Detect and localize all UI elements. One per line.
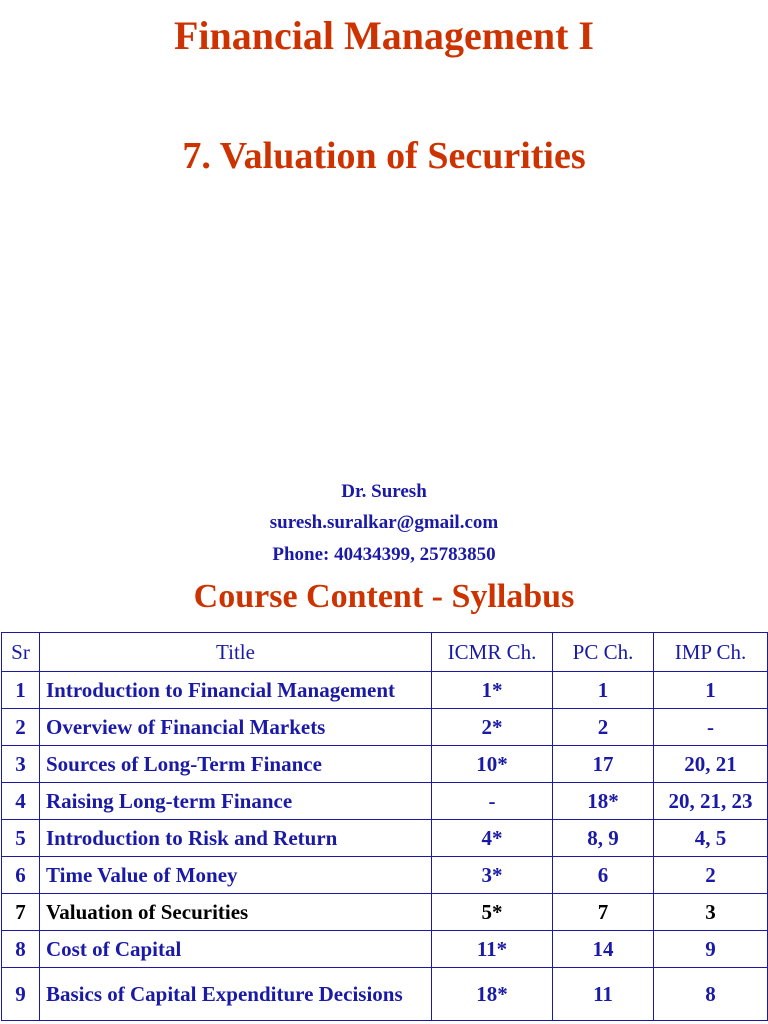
row-icmr-chapter: 1* <box>432 672 553 709</box>
row-imp-chapter: 20, 21 <box>654 746 768 783</box>
row-title: Valuation of Securities <box>40 894 432 931</box>
row-icmr-chapter: 5* <box>432 894 553 931</box>
row-pc-chapter: 17 <box>553 746 654 783</box>
row-pc-chapter: 8, 9 <box>553 820 654 857</box>
row-icmr-chapter: 10* <box>432 746 553 783</box>
row-title: Raising Long-term Finance <box>40 783 432 820</box>
row-imp-chapter: 1 <box>654 672 768 709</box>
author-phone: Phone: 40434399, 25783850 <box>272 544 496 565</box>
column-header-sr: Sr <box>2 633 40 672</box>
row-imp-chapter: 9 <box>654 931 768 968</box>
row-pc-chapter: 6 <box>553 857 654 894</box>
row-sr: 2 <box>2 709 40 746</box>
row-sr: 5 <box>2 820 40 857</box>
row-sr: 6 <box>2 857 40 894</box>
row-pc-chapter: 11 <box>553 968 654 1021</box>
table-row <box>2 968 768 1021</box>
row-icmr-chapter: 3* <box>432 857 553 894</box>
row-sr: 4 <box>2 783 40 820</box>
row-icmr-chapter: 4* <box>432 820 553 857</box>
row-icmr-chapter: 2* <box>432 709 553 746</box>
row-icmr-chapter: 11* <box>432 931 553 968</box>
row-title: Introduction to Financial Management <box>40 672 432 709</box>
row-sr: 7 <box>2 894 40 931</box>
row-title: Time Value of Money <box>40 857 432 894</box>
table-row <box>2 672 768 709</box>
column-header-pc: PC Ch. <box>553 633 654 672</box>
table-row <box>2 709 768 746</box>
syllabus-table <box>1 632 768 1021</box>
column-header-title: Title <box>40 633 432 672</box>
row-pc-chapter: 18* <box>553 783 654 820</box>
row-pc-chapter: 2 <box>553 709 654 746</box>
row-icmr-chapter: 18* <box>432 968 553 1021</box>
row-imp-chapter: 20, 21, 23 <box>654 783 768 820</box>
table-row <box>2 746 768 783</box>
table-row-current-topic <box>2 894 768 931</box>
row-sr: 1 <box>2 672 40 709</box>
syllabus-heading: Course Content - Syllabus <box>193 578 575 615</box>
table-row <box>2 783 768 820</box>
row-title: Overview of Financial Markets <box>40 709 432 746</box>
table-row <box>2 820 768 857</box>
column-header-icmr: ICMR Ch. <box>432 633 553 672</box>
row-pc-chapter: 1 <box>553 672 654 709</box>
row-title: Sources of Long-Term Finance <box>40 746 432 783</box>
row-pc-chapter: 7 <box>553 894 654 931</box>
row-sr: 9 <box>2 968 40 1021</box>
author-email: suresh.suralkar@gmail.com <box>269 512 499 533</box>
row-title: Cost of Capital <box>40 931 432 968</box>
author-name: Dr. Suresh <box>341 481 427 502</box>
row-sr: 8 <box>2 931 40 968</box>
table-header-row <box>2 633 768 672</box>
row-pc-chapter: 14 <box>553 931 654 968</box>
row-title: Introduction to Risk and Return <box>40 820 432 857</box>
lecture-title: 7. Valuation of Securities <box>182 135 586 177</box>
table-row <box>2 931 768 968</box>
row-imp-chapter: - <box>654 709 768 746</box>
row-icmr-chapter: - <box>432 783 553 820</box>
row-imp-chapter: 3 <box>654 894 768 931</box>
course-title: Financial Management I <box>174 13 594 58</box>
table-row <box>2 857 768 894</box>
row-imp-chapter: 8 <box>654 968 768 1021</box>
row-imp-chapter: 4, 5 <box>654 820 768 857</box>
column-header-imp: IMP Ch. <box>654 633 768 672</box>
row-title: Basics of Capital Expenditure Decisions <box>40 968 432 1021</box>
row-imp-chapter: 2 <box>654 857 768 894</box>
row-sr: 3 <box>2 746 40 783</box>
